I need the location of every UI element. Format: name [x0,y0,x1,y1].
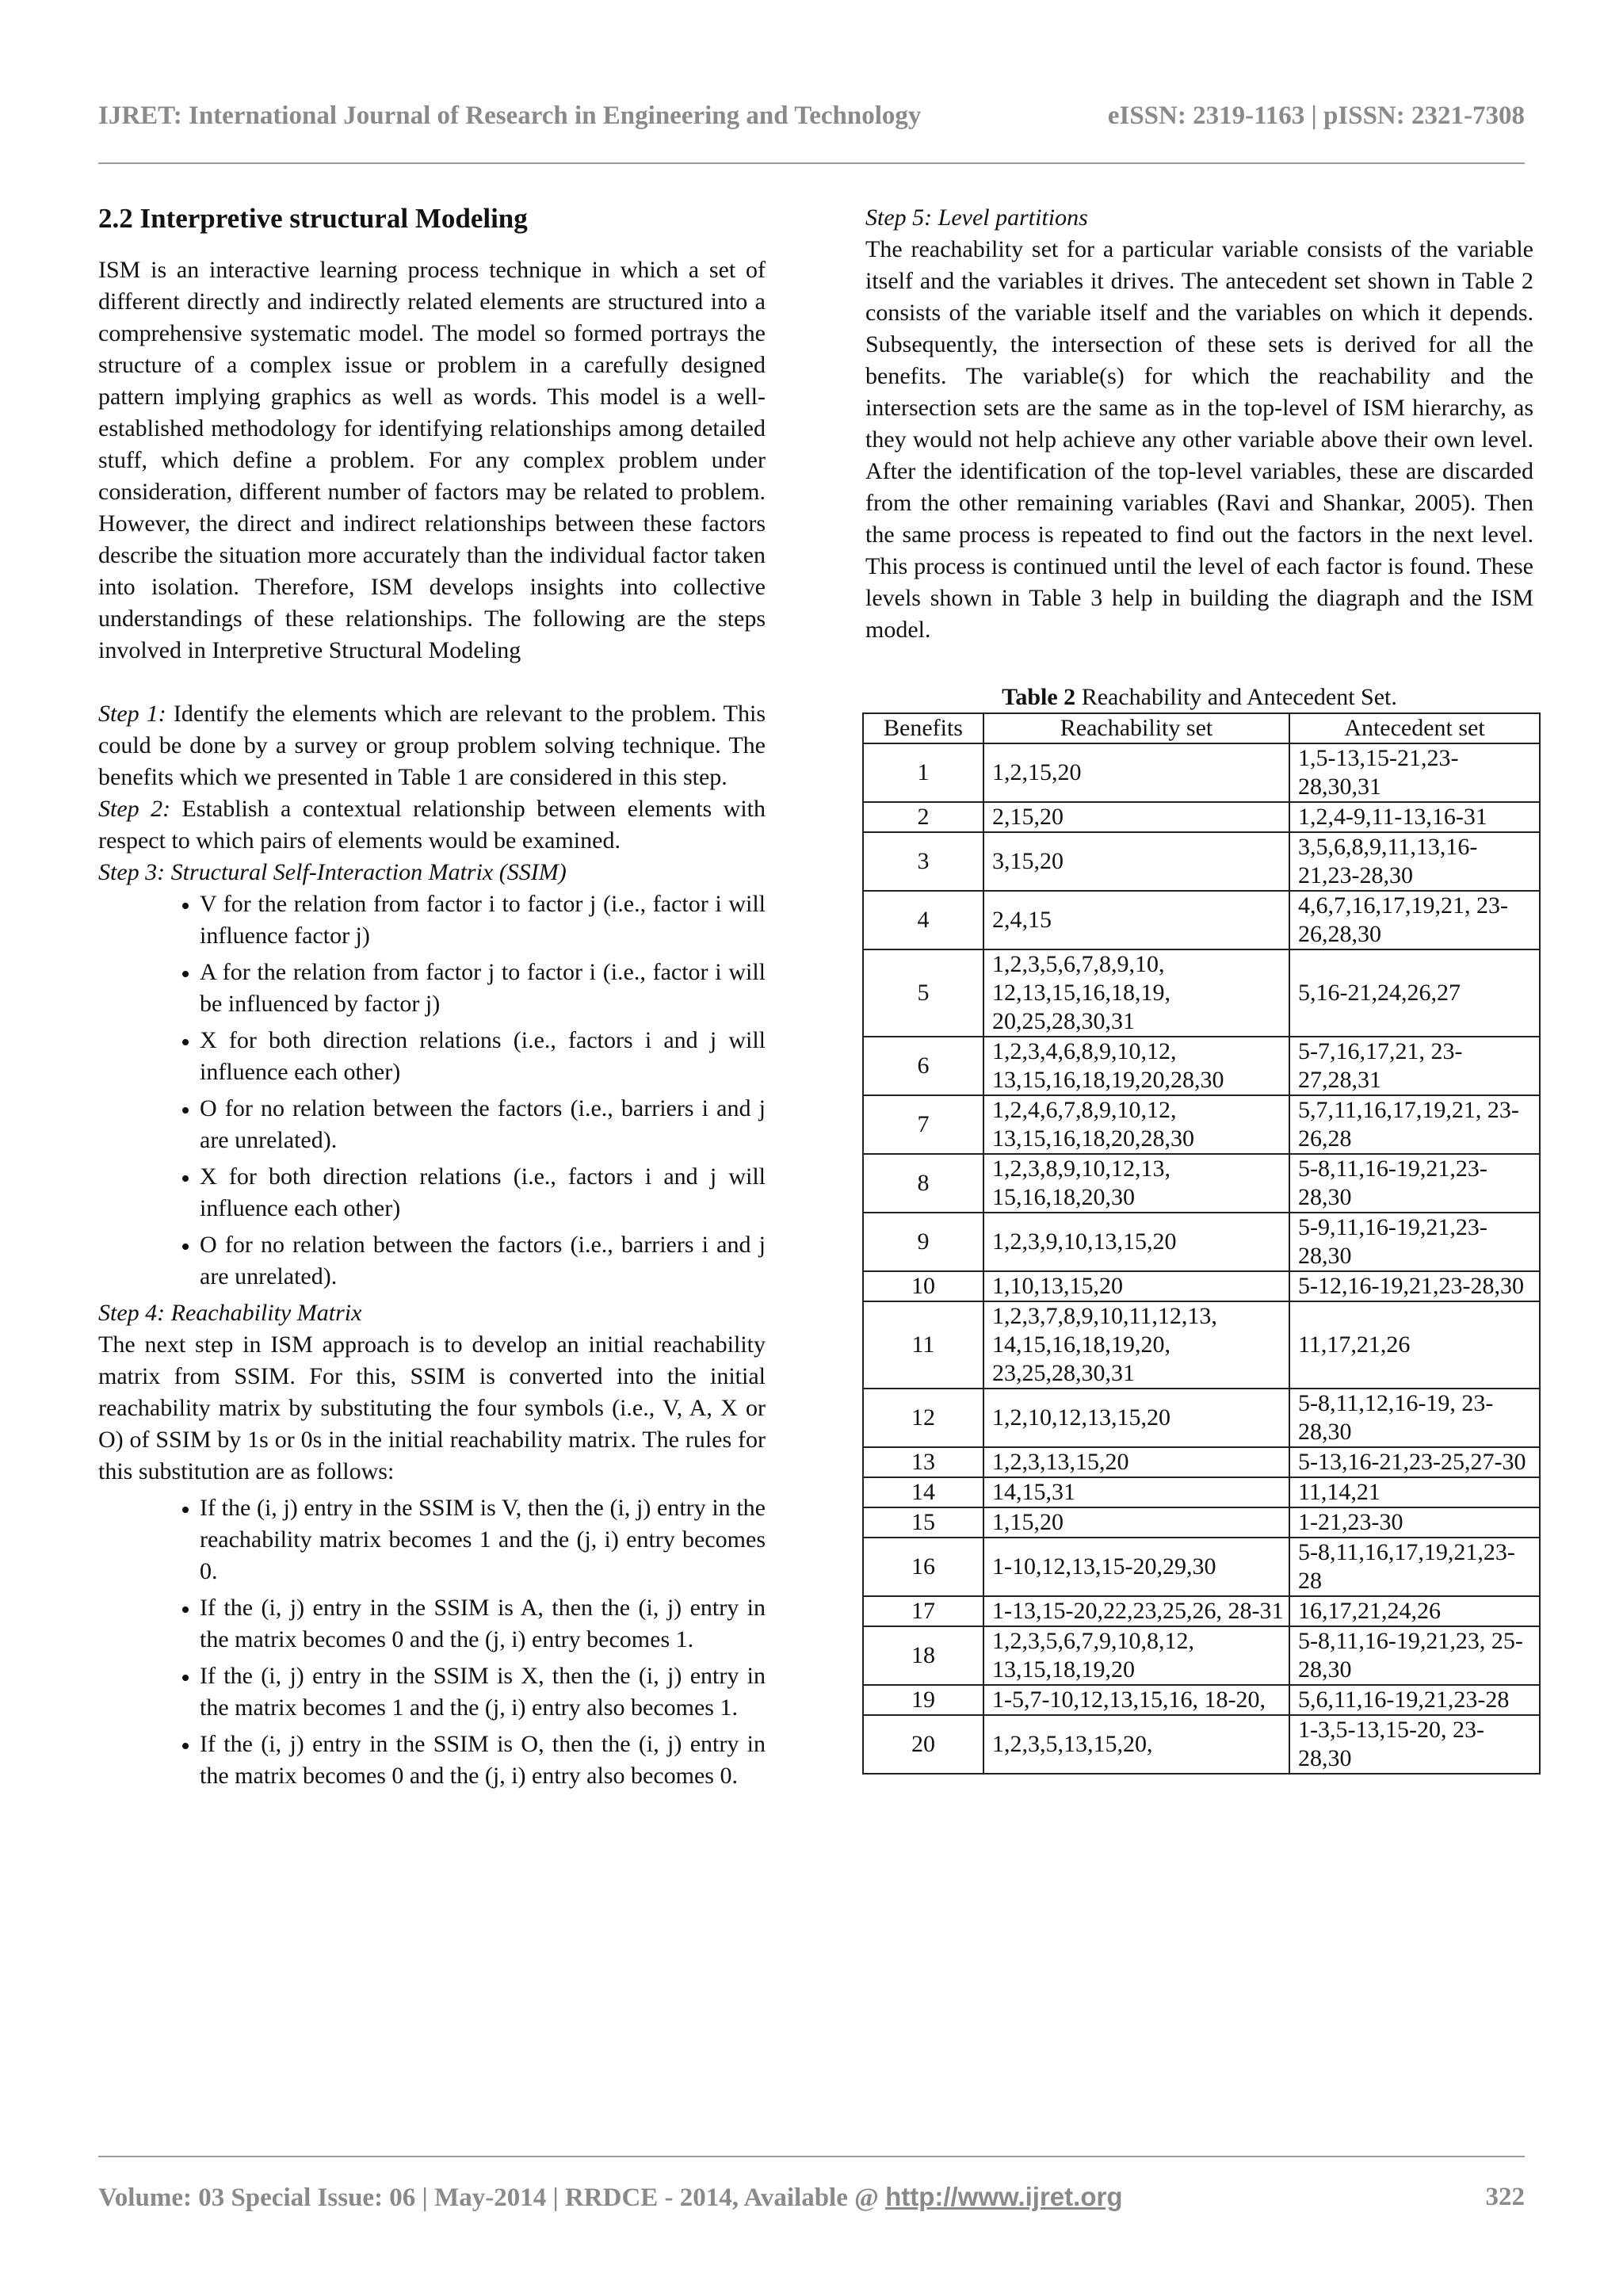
antecedent-cell: 11,14,21 [1289,1477,1540,1507]
reachability-cell: 1,2,3,7,8,9,10,11,12,13, 14,15,16,18,19,20, 23,25,28,30,31 [983,1301,1289,1389]
ssim-item: • V for the relation from factor i to factor j (i.e., factor i will influence factor j) [200,888,766,952]
benefit-cell: 12 [863,1389,983,1447]
rule-item: • If the (i, j) entry in the SSIM is O, then the (i, j) entry in the matrix becomes 0 and the (j, i) entry also becomes 0. [200,1729,766,1792]
antecedent-cell: 5,6,11,16-19,21,23-28 [1289,1685,1540,1715]
antecedent-cell: 3,5,6,8,9,11,13,16-21,23-28,30 [1289,832,1540,891]
step1-text: Identify the elements which are relevant to the problem. This could be done by a survey or group problem solving technique. The benefits which we presented in Table 1 are considered in this step. [98,701,766,790]
footer-rule [98,2156,1525,2157]
benefit-cell: 17 [863,1596,983,1626]
table-row [863,832,1540,891]
table-row [863,1477,1540,1507]
right-column [865,202,1533,1775]
reachability-cell: 1-5,7-10,12,13,15,16, 18-20, [983,1685,1289,1715]
page-number: 322 [1485,2182,1525,2211]
ssim-item: • O for no relation between the factors (i.e., barriers i and j are unrelated). [200,1229,766,1293]
reachability-cell: 1,2,3,4,6,8,9,10,12, 13,15,16,18,19,20,28,30 [983,1037,1289,1095]
reachability-cell: 3,15,20 [983,832,1289,891]
benefit-cell: 1 [863,743,983,802]
header-antecedent: Antecedent set [1289,713,1540,743]
step4-label: Step 4: Reachability Matrix [98,1300,362,1326]
table-row [863,1389,1540,1447]
reachability-cell: 1,2,3,5,6,7,8,9,10, 12,13,15,16,18,19, 20,25,28,30,31 [983,949,1289,1037]
reachability-cell: 1,2,3,5,6,7,9,10,8,12, 13,15,18,19,20 [983,1626,1289,1685]
reachability-cell: 1,15,20 [983,1507,1289,1538]
ssim-item: • A for the relation from factor j to factor i (i.e., factor i will be influenced by factor j) [200,957,766,1020]
antecedent-cell: 11,17,21,26 [1289,1301,1540,1389]
benefit-cell: 15 [863,1507,983,1538]
benefit-cell: 5 [863,949,983,1037]
step2-label: Step 2: [98,796,171,822]
benefit-cell: 9 [863,1213,983,1271]
benefit-cell: 4 [863,891,983,949]
table-row [863,1538,1540,1596]
reachability-table [862,712,1541,1775]
section-heading: 2.2 Interpretive structural Modeling [98,203,528,234]
table-row [863,1037,1540,1095]
benefit-cell: 13 [863,1447,983,1477]
table-row [863,1715,1540,1774]
antecedent-cell: 5-9,11,16-19,21,23-28,30 [1289,1213,1540,1271]
rule-item: • If the (i, j) entry in the SSIM is V, then the (i, j) entry in the reachability matrix becomes 1 and the (j, i) entry becomes 0. [200,1492,766,1587]
benefit-cell: 16 [863,1538,983,1596]
ssim-list [98,888,766,1293]
table-row [863,1626,1540,1685]
table-caption [865,682,1533,712]
table-header-row [863,713,1540,743]
table-row [863,1154,1540,1213]
benefit-cell: 8 [863,1154,983,1213]
left-column [98,202,766,1797]
reachability-cell: 1-13,15-20,22,23,25,26, 28-31 [983,1596,1289,1626]
antecedent-cell: 1,2,4-9,11-13,16-31 [1289,802,1540,832]
table-body [863,743,1540,1774]
antecedent-cell: 5-12,16-19,21,23-28,30 [1289,1271,1540,1301]
rule-item: • If the (i, j) entry in the SSIM is X, then the (i, j) entry in the matrix becomes 1 and the (j, i) entry also becomes 1. [200,1660,766,1724]
benefit-cell: 10 [863,1271,983,1301]
intro-paragraph: ISM is an interactive learning process technique in which a set of different directly and indirectly related elements are structured into a comprehensive systematic model. The model so formed portrays the structure of a complex issue or problem in a carefully designed pattern implying graphics as well as words. This model is a well-established methodology for identifying relationships among detailed stuff, which define a problem. For any complex problem under consideration, different number of factors may be related to problem. However, the direct and indirect relationships between these factors describe the situation more accurately than the individual factor taken into isolation. Therefore, ISM develops insights into collective understandings of these relationships. The following are the steps involved in Interpretive Structural Modeling [98,257,766,663]
journal-link[interactable]: http://www.ijret.org [885,2181,1123,2211]
footer-left [98,2182,1122,2213]
step1-paragraph [98,698,766,793]
header-rule [98,162,1525,164]
table-row [863,1301,1540,1389]
table-caption-text: Reachability and Antecedent Set. [1075,684,1397,710]
step3-label: Step 3: Structural Self-Interaction Matrix (SSIM) [98,859,567,885]
ssim-item: • X for both direction relations (i.e., factors i and j will influence each other) [200,1161,766,1224]
reachability-cell: 1,10,13,15,20 [983,1271,1289,1301]
table-row [863,1596,1540,1626]
header-benefits: Benefits [863,713,983,743]
benefit-cell: 14 [863,1477,983,1507]
running-footer [98,2179,1525,2214]
antecedent-cell: 1-21,23-30 [1289,1507,1540,1538]
table-row [863,1213,1540,1271]
table-row [863,949,1540,1037]
benefit-cell: 18 [863,1626,983,1685]
reachability-cell: 1,2,15,20 [983,743,1289,802]
ssim-item: • X for both direction relations (i.e., factors i and j will influence each other) [200,1025,766,1088]
reachability-cell: 1-10,12,13,15-20,29,30 [983,1538,1289,1596]
rule-item: • If the (i, j) entry in the SSIM is A, then the (i, j) entry in the matrix becomes 0 and the (j, i) entry becomes 1. [200,1592,766,1656]
antecedent-cell: 5-8,11,16-19,21,23-28,30 [1289,1154,1540,1213]
rules-list [98,1492,766,1792]
table-row [863,891,1540,949]
ssim-item: • O for no relation between the factors (i.e., barriers i and j are unrelated). [200,1093,766,1156]
antecedent-cell: 5-8,11,16-19,21,23, 25-28,30 [1289,1626,1540,1685]
benefit-cell: 6 [863,1037,983,1095]
table-row [863,1507,1540,1538]
benefit-cell: 7 [863,1095,983,1154]
reachability-cell: 14,15,31 [983,1477,1289,1507]
table-row [863,1271,1540,1301]
antecedent-cell: 1-3,5-13,15-20, 23-28,30 [1289,1715,1540,1774]
step1-label: Step 1: [98,701,166,727]
table-row [863,1095,1540,1154]
reachability-cell: 1,2,3,9,10,13,15,20 [983,1213,1289,1271]
issn: eISSN: 2319-1163 | pISSN: 2321-7308 [1107,101,1525,130]
antecedent-cell: 16,17,21,24,26 [1289,1596,1540,1626]
table-row [863,802,1540,832]
reachability-cell: 1,2,10,12,13,15,20 [983,1389,1289,1447]
header-reachability: Reachability set [983,713,1289,743]
reachability-cell: 1,2,4,6,7,8,9,10,12, 13,15,16,18,20,28,30 [983,1095,1289,1154]
table-caption-number: Table 2 [1002,684,1076,710]
volume-info: Volume: 03 Special Issue: 06 | May-2014 | RRDCE - 2014, Available @ [98,2183,886,2212]
benefit-cell: 20 [863,1715,983,1774]
reachability-cell: 2,15,20 [983,802,1289,832]
antecedent-cell: 5-8,11,16,17,19,21,23-28 [1289,1538,1540,1596]
table-row [863,743,1540,802]
step5-paragraph: The reachability set for a particular variable consists of the variable itself and the variables it drives. The antecedent set shown in Table 2 consists of the variable itself and the variables on which it depends. Subsequently, the intersection of these sets is derived for all the benefits. The variable(s) for which the reachability and the intersection sets are the same as in the top-level of ISM hierarchy, as they would not help achieve any other variable above their own level. After the identification of the top-level variables, these are discarded from the other remaining variables (Ravi and Shankar, 2005). Then the same process is repeated to find out the factors in the next level. This process is continued until the level of each factor is found. These levels shown in Table 3 help in building the diagraph and the ISM model. [865,236,1533,643]
antecedent-cell: 1,5-13,15-21,23-28,30,31 [1289,743,1540,802]
antecedent-cell: 5-8,11,12,16-19, 23-28,30 [1289,1389,1540,1447]
table-row [863,1447,1540,1477]
antecedent-cell: 5,7,11,16,17,19,21, 23-26,28 [1289,1095,1540,1154]
antecedent-cell: 5-13,16-21,23-25,27-30 [1289,1447,1540,1477]
step5-label: Step 5: Level partitions [865,204,1088,231]
step2-text: Establish a contextual relationship between elements with respect to which pairs of elements would be examined. [98,796,766,854]
journal-title: IJRET: International Journal of Research in Engineering and Technology [98,101,922,130]
benefit-cell: 19 [863,1685,983,1715]
benefit-cell: 3 [863,832,983,891]
reachability-cell: 2,4,15 [983,891,1289,949]
benefit-cell: 11 [863,1301,983,1389]
antecedent-cell: 5-7,16,17,21, 23-27,28,31 [1289,1037,1540,1095]
running-header [98,100,1525,132]
antecedent-cell: 4,6,7,16,17,19,21, 23-26,28,30 [1289,891,1540,949]
antecedent-cell: 5,16-21,24,26,27 [1289,949,1540,1037]
table-row [863,1685,1540,1715]
reachability-cell: 1,2,3,5,13,15,20, [983,1715,1289,1774]
reachability-cell: 1,2,3,8,9,10,12,13, 15,16,18,20,30 [983,1154,1289,1213]
benefit-cell: 2 [863,802,983,832]
step4-paragraph: The next step in ISM approach is to develop an initial reachability matrix from SSIM. For this, SSIM is converted into the initial reachability matrix by substituting the four symbols (i.e., V, A, X or O) of SSIM by 1s or 0s in the initial reachability matrix. The rules for this substitution are as follows: [98,1331,766,1484]
reachability-cell: 1,2,3,13,15,20 [983,1447,1289,1477]
step2-paragraph [98,793,766,857]
